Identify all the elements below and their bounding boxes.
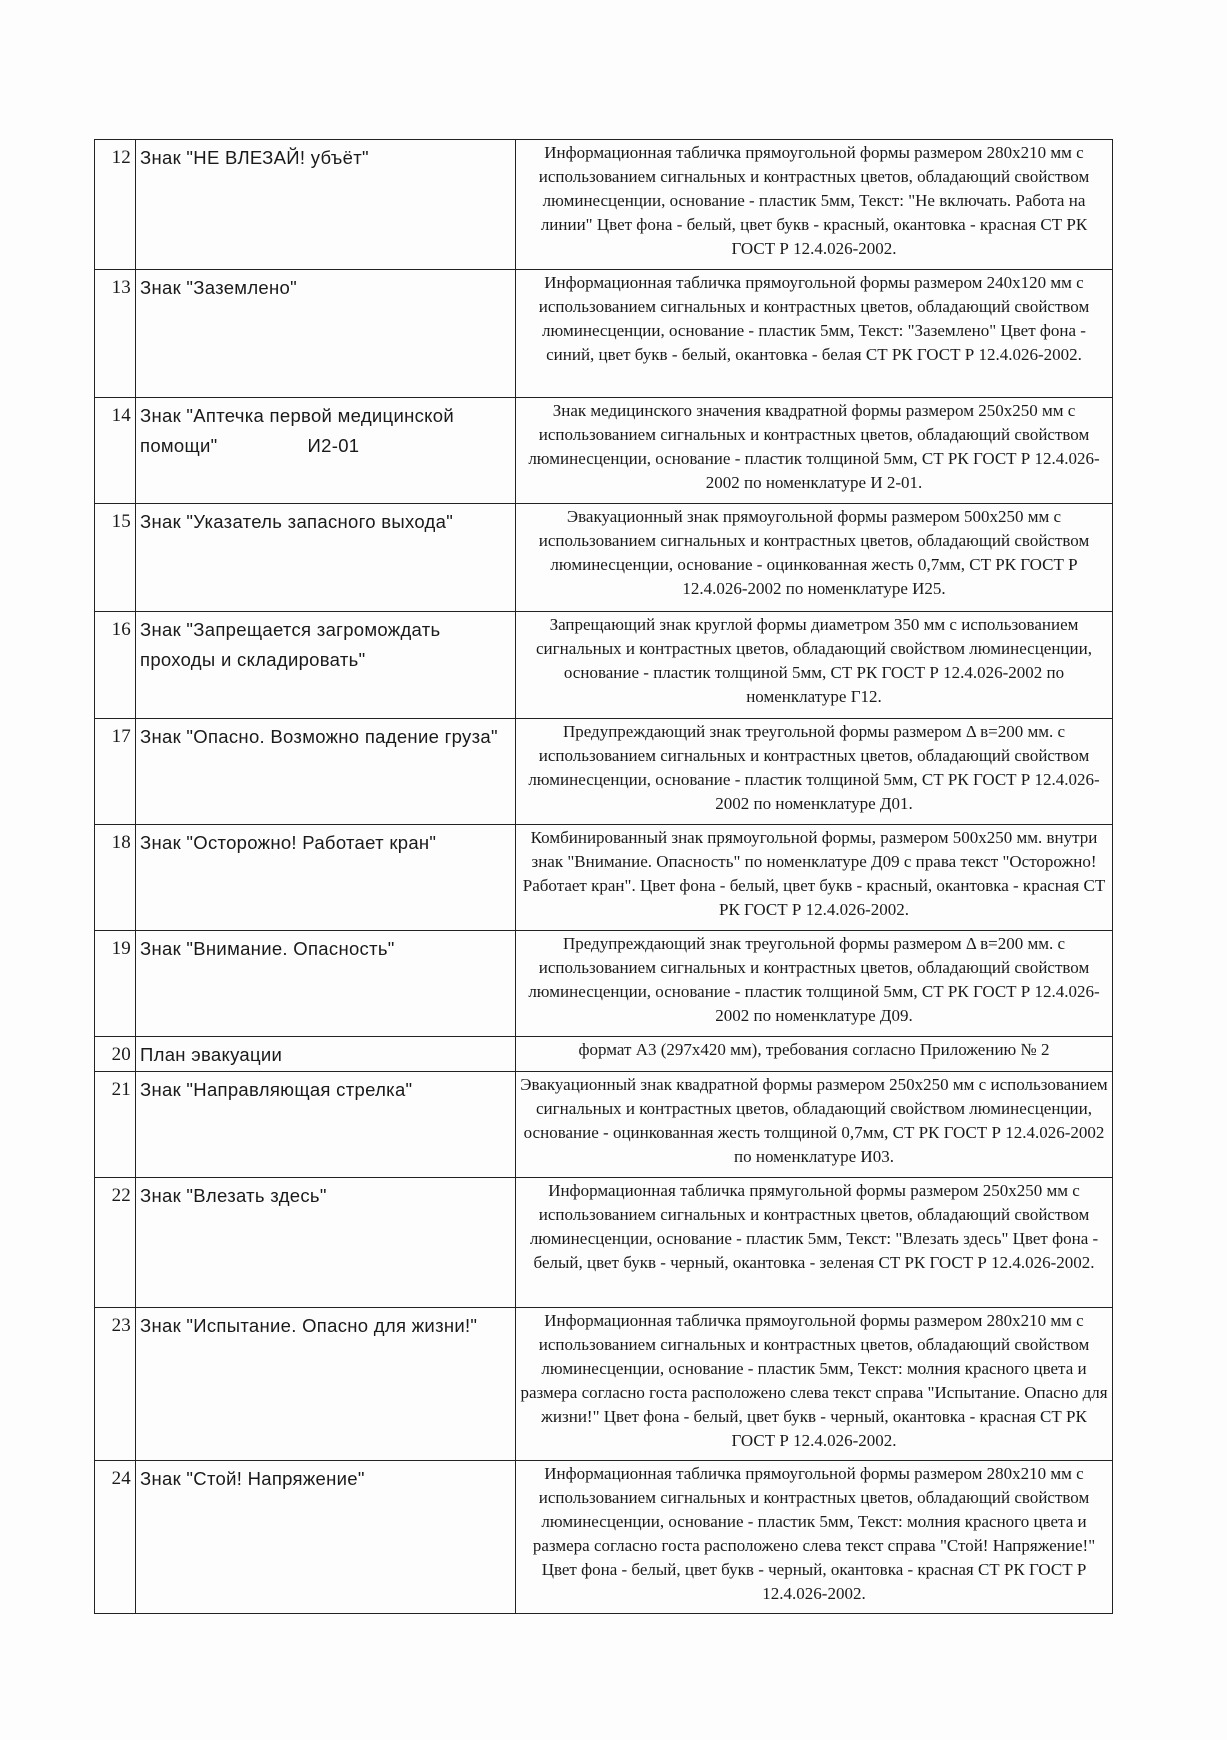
- table-row: [95, 1178, 1113, 1308]
- item-description: Информационная табличка прямоугольной формы размером 280х210 мм с использованием сигнальных и контрастных цветов, обладающий свойством люминесценции, основание - пластик 5мм, Текст: молния красного цвета и размера согласно госта расположено слева текст справа "Стой! Напряжение!" Цвет фона - белый, цвет букв - черный, окантовка - красная СТ РК ГОСТ Р 12.4.026-2002.: [516, 1461, 1113, 1614]
- item-name: План эвакуации: [136, 1037, 516, 1072]
- item-name: Знак "Стой! Напряжение": [136, 1461, 516, 1614]
- item-name: Знак "Осторожно! Работает кран": [136, 825, 516, 931]
- item-description: формат А3 (297х420 мм), требования согласно Приложению № 2: [516, 1037, 1113, 1072]
- item-description: Запрещающий знак круглой формы диаметром 350 мм с использованием сигнальных и контрастных цветов, обладающий свойством люминесценции, основание - пластик толщиной 5мм, СТ РК ГОСТ Р 12.4.026-2002 по номенклатуре Г12.: [516, 612, 1113, 719]
- table-row: [95, 931, 1113, 1037]
- table-row: [95, 398, 1113, 504]
- row-number: 17: [95, 719, 136, 825]
- row-number: 20: [95, 1037, 136, 1072]
- item-description: Информационная табличка прямугольной формы размером 250х250 мм с использованием сигнальных и контрастных цветов, обладающий свойством люминесценции, основание - пластик 5мм, Текст: "Влезать здесь" Цвет фона - белый, цвет букв - черный, окантовка - зеленая СТ РК ГОСТ Р 12.4.026-2002.: [516, 1178, 1113, 1308]
- item-description: Эвакуационный знак прямоугольной формы размером 500х250 мм с использованием сигнальных и контрастных цветов, обладающий свойством люминесценции, основание - оцинкованная жесть 0,7мм, СТ РК ГОСТ Р 12.4.026-2002 по номенклатуре И25.: [516, 504, 1113, 612]
- table-row: [95, 140, 1113, 270]
- row-number: 16: [95, 612, 136, 719]
- item-description: Информационная табличка прямоугольной формы размером 240х120 мм с использованием сигнальных и контрастных цветов, обладающий свойством люминесценции, основание - пластик 5мм, Текст: "Заземлено" Цвет фона - синий, цвет букв - белый, окантовка - белая СТ РК ГОСТ Р 12.4.026-2002.: [516, 270, 1113, 398]
- table-row: [95, 1037, 1113, 1072]
- item-code: И2-01: [307, 435, 360, 456]
- item-name: Знак "Влезать здесь": [136, 1178, 516, 1308]
- item-name: Знак "Испытание. Опасно для жизни!": [136, 1308, 516, 1461]
- table-row: [95, 825, 1113, 931]
- row-number: 15: [95, 504, 136, 612]
- row-number: 14: [95, 398, 136, 504]
- table-row: [95, 270, 1113, 398]
- item-description: Предупреждающий знак треугольной формы размером Δ в=200 мм. с использованием сигнальных и контрастных цветов, обладающий свойством люминесценции, основание - пластик толщиной 5мм, СТ РК ГОСТ Р 12.4.026-2002 по номенклатуре Д01.: [516, 719, 1113, 825]
- row-number: 23: [95, 1308, 136, 1461]
- item-description: Эвакуационный знак квадратной формы размером 250х250 мм с использованием сигнальных и контрастных цветов, обладающий свойством люминесценции, основание - оцинкованная жесть толщиной 0,7мм, СТ РК ГОСТ Р 12.4.026-2002 по номенклатуре И03.: [516, 1072, 1113, 1178]
- item-name: Знак "Опасно. Возможно падение груза": [136, 719, 516, 825]
- item-description: Комбинированный знак прямоугольной формы, размером 500х250 мм. внутри знак "Внимание. Опасность" по номенклатуре Д09 с права текст "Осторожно! Работает кран". Цвет фона - белый, цвет букв - красный, окантовка - красная СТ РК ГОСТ Р 12.4.026-2002.: [516, 825, 1113, 931]
- table-row: [95, 719, 1113, 825]
- item-description: Знак медицинского значения квадратной формы размером 250х250 мм с использованием сигнальных и контрастных цветов, обладающий свойством люминесценции, основание - пластик толщиной 5мм, СТ РК ГОСТ Р 12.4.026-2002 по номенклатуре И 2-01.: [516, 398, 1113, 504]
- table-row: [95, 612, 1113, 719]
- item-name: Знак "Внимание. Опасность": [136, 931, 516, 1037]
- item-name: Знак "Запрещается загромождать проходы и складировать": [136, 612, 516, 719]
- row-number: 19: [95, 931, 136, 1037]
- signs-specification-table: [94, 139, 1113, 1614]
- table-row: [95, 504, 1113, 612]
- item-name: Знак "Заземлено": [136, 270, 516, 398]
- row-number: 21: [95, 1072, 136, 1178]
- item-name: Знак "НЕ ВЛЕЗАЙ! убъёт": [136, 140, 516, 270]
- item-description: Информационная табличка прямоугольной формы размером 280х210 мм с использованием сигнальных и контрастных цветов, обладающий свойством люминесценции, основание - пластик 5мм, Текст: "Не включать. Работа на линии" Цвет фона - белый, цвет букв - красный, окантовка - красная СТ РК ГОСТ Р 12.4.026-2002.: [516, 140, 1113, 270]
- item-name: Знак "Указатель запасного выхода": [136, 504, 516, 612]
- table-row: [95, 1461, 1113, 1614]
- item-description: Информационная табличка прямоугольной формы размером 280х210 мм с использованием сигнальных и контрастных цветов, обладающий свойством люминесценции, основание - пластик 5мм, Текст: молния красного цвета и размера согласно госта расположено слева текст справа "Испытание. Опасно для жизни!" Цвет фона - белый, цвет букв - черный, окантовка - красная СТ РК ГОСТ Р 12.4.026-2002.: [516, 1308, 1113, 1461]
- table-row: [95, 1308, 1113, 1461]
- item-name-cell: [136, 398, 516, 504]
- row-number: 24: [95, 1461, 136, 1614]
- item-name: Знак "Аптечка первой медицинской помощи": [140, 405, 454, 456]
- row-number: 12: [95, 140, 136, 270]
- row-number: 18: [95, 825, 136, 931]
- item-description: Предупреждающий знак треугольной формы размером Δ в=200 мм. с использованием сигнальных и контрастных цветов, обладающий свойством люминесценции, основание - пластик толщиной 5мм, СТ РК ГОСТ Р 12.4.026-2002 по номенклатуре Д09.: [516, 931, 1113, 1037]
- table-row: [95, 1072, 1113, 1178]
- row-number: 22: [95, 1178, 136, 1308]
- row-number: 13: [95, 270, 136, 398]
- item-name: Знак "Направляющая стрелка": [136, 1072, 516, 1178]
